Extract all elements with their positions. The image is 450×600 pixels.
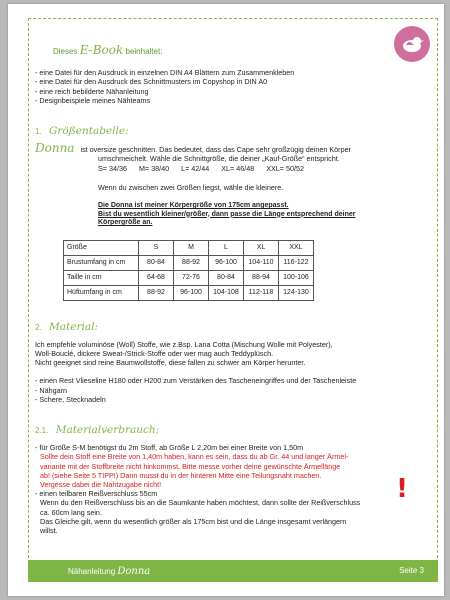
paragraph-line: Das Gleiche gilt, wenn du wesentlich größer als 175cm bist und die Länge insgesamt verlängern: [40, 516, 347, 526]
paragraph-line: Wenn du den Reißverschluss bis an die Saumkante haben möchtest, dann sollte der Reißverschluss: [40, 498, 361, 508]
list-item: - einen Rest Vlieseline H180 oder H200 zum Verstärken des Tascheneingriffes und der Taschenleiste: [35, 376, 357, 386]
section-number: 2.1.: [35, 425, 49, 435]
table-cell: 80-84: [209, 270, 244, 285]
donna-paragraph: [35, 141, 395, 156]
section-title: Größentabelle:: [49, 125, 129, 138]
intro-title-script: E-Book: [79, 43, 124, 57]
paragraph-line: ca. 60cm lang sein.: [40, 507, 102, 517]
table-cell: 96-100: [174, 285, 209, 300]
warning-line: Vergesse dabei die Nahtzugabe nicht!: [40, 479, 162, 489]
section-heading-consumption: [35, 423, 395, 436]
table-cell: 116-122: [279, 255, 314, 270]
section-title: Materialverbrauch:: [55, 423, 160, 436]
page-content: [35, 43, 395, 535]
height-note-line: Bist du wesentlich kleiner/größer, dann passe die Länge entsprechend deiner: [98, 210, 356, 218]
paragraph-line: willst.: [40, 525, 58, 535]
table-cell: 100-106: [279, 270, 314, 285]
table-row: [64, 255, 314, 270]
table-header-cell: XL: [244, 240, 279, 255]
height-note: [35, 202, 395, 228]
table-cell: 64-68: [139, 270, 174, 285]
page-footer: [28, 560, 438, 582]
section-heading-size-table: [35, 127, 395, 136]
list-item: - Schere, Stecknadeln: [35, 394, 106, 404]
table-cell: 112-118: [244, 285, 279, 300]
material-text: [35, 340, 395, 404]
table-header-cell: XXL: [279, 240, 314, 255]
footer-title-script: Donna: [117, 566, 151, 577]
intro-title-prefix: Dieses: [53, 47, 78, 56]
height-note-line: Die Donna ist meiner Körpergröße von 175cm angepasst.: [98, 202, 289, 210]
table-row: [64, 285, 314, 300]
table-header-row: [64, 240, 314, 255]
section-title: Material:: [49, 320, 98, 333]
bird-logo-icon: [394, 26, 430, 62]
table-cell: 96-100: [209, 255, 244, 270]
warning-line: ab! (siehe Seite 5 TIPP!) Dann musst du in der hinteren Mitte eine Teilungsnaht machen.: [40, 470, 322, 480]
table-cell: 88-92: [174, 255, 209, 270]
donna-script-name: Donna: [35, 141, 75, 156]
table-cell: Hüftumfang in cm: [64, 285, 139, 300]
list-item: - Nähgarn: [35, 385, 67, 395]
footer-title-prefix: Nähanleitung: [68, 567, 116, 576]
intro-title-suffix: beinhaltet:: [125, 47, 163, 56]
table-cell: 124-130: [279, 285, 314, 300]
footer-title: [68, 566, 150, 577]
document-page: [8, 4, 444, 596]
intro-heading: [35, 43, 395, 57]
table-cell: 88-92: [139, 285, 174, 300]
table-header-cell: M: [174, 240, 209, 255]
donna-text-line-1: ist oversize geschnitten. Das bedeutet, dass das Cape sehr großzügig deinen Körper: [80, 145, 351, 155]
list-item: - eine Datei für den Ausdruck des Schnittmusters im Copyshop in DIN A0: [35, 77, 268, 87]
paragraph-line: Woll-Bouclé, dickere Sweat-/Strick-Stoffe oder wer mag auch Teddyplüsch.: [35, 348, 274, 358]
page-number: Seite 3: [399, 566, 424, 575]
warning-line: Sollte dein Stoff eine Breite von 1,40m haben, kann es sein, dass du ab Gr. 44 und langer Ärmel-: [40, 452, 349, 462]
table-header-cell: S: [139, 240, 174, 255]
warning-line: variante mit der Stoffbreite nicht hinkommst. Bitte messe vorher deine gewünschte Ärmellänge: [40, 461, 341, 471]
consumption-text: [35, 443, 395, 535]
table-header-cell: L: [209, 240, 244, 255]
table-cell: Brustumfang in cm: [64, 255, 139, 270]
table-cell: Taille in cm: [64, 270, 139, 285]
table-header-cell: Größe: [64, 240, 139, 255]
height-note-line: Körpergröße an.: [98, 219, 153, 227]
table-cell: 104-110: [244, 255, 279, 270]
table-cell: 72-76: [174, 270, 209, 285]
table-cell: 80-84: [139, 255, 174, 270]
donna-text-line-2: umschmeichelt. Wähle die Schnittgröße, die deiner „Kauf-Größe“ entspricht.: [98, 154, 340, 164]
section-number: 2.: [35, 322, 42, 332]
exclamation-icon: !: [396, 474, 408, 504]
paragraph-line: Ich empfehle voluminöse (Woll) Stoffe, wie z.Bsp. Lana Cotta (Mischung Wolle mit Polyester),: [35, 339, 333, 349]
size-mapping-line: S= 34/36 M= 38/40 L= 42/44 XL= 46/48 XXL= 50/52: [98, 163, 304, 173]
table-cell: 104-108: [209, 285, 244, 300]
intro-list: [35, 68, 395, 105]
section-heading-material: [35, 320, 395, 333]
section-number: 1.: [35, 127, 42, 137]
table-cell: 88-94: [244, 270, 279, 285]
table-row: [64, 270, 314, 285]
paragraph-line: Nicht geeignet sind reine Baumwollstoffe, diese fallen zu schwer am Körper herunter.: [35, 358, 306, 368]
list-item: - eine reich bebilderte Nähanleitung: [35, 86, 149, 96]
list-item: - Designbeispiele meines Nähteams: [35, 95, 151, 105]
list-item: - einen teilbaren Reißverschluss 55cm: [35, 489, 158, 499]
size-choice-hint: Wenn du zwischen zwei Größen liegst, wähle die kleinere.: [98, 182, 284, 192]
list-item: - eine Datei für den Ausdruck in einzelnen DIN A4 Blättern zum Zusammenkleben: [35, 68, 295, 78]
size-table: [63, 240, 314, 301]
list-item: - für Größe S-M benötigst du 2m Stoff, ab Größe L 2,20m bei einer Breite von 1,50m: [35, 443, 304, 453]
